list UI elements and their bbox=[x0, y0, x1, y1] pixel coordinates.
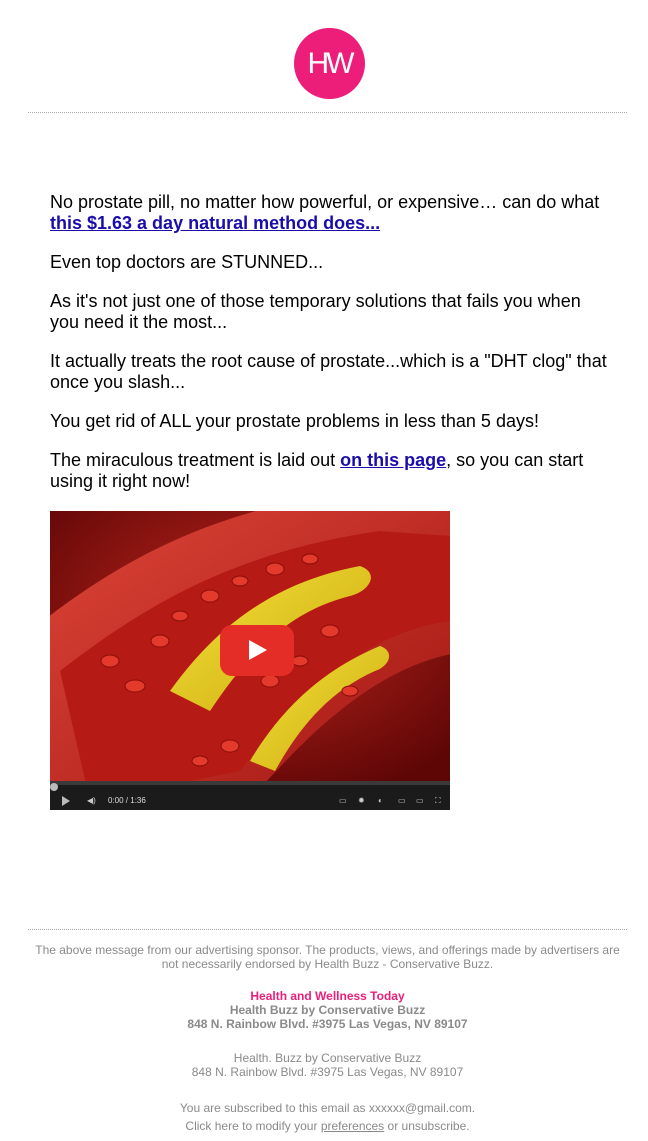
volume-icon[interactable]: ◀) bbox=[87, 796, 96, 805]
fullscreen-icon[interactable]: ⛶ bbox=[435, 796, 441, 805]
hw-logo[interactable] bbox=[294, 28, 365, 99]
modify-prefix: Click here to modify your bbox=[185, 1119, 318, 1133]
on-this-page-link[interactable]: on this page bbox=[340, 450, 447, 470]
paragraph-1 bbox=[50, 192, 610, 234]
theater-icon[interactable]: ▭ bbox=[416, 796, 424, 805]
play-button[interactable] bbox=[220, 625, 294, 676]
paragraph-6 bbox=[50, 450, 610, 492]
footer-sender-block bbox=[28, 989, 627, 1031]
unsubscribe-text[interactable]: or unsubscribe. bbox=[387, 1119, 470, 1133]
paragraph-6-text: The miraculous treatment is laid out bbox=[50, 450, 336, 470]
captions-icon[interactable]: ▭ bbox=[339, 796, 347, 805]
email-body bbox=[50, 192, 610, 510]
miniplayer-icon[interactable]: ▭ bbox=[398, 796, 406, 805]
paragraph-2: Even top doctors are STUNNED... bbox=[50, 252, 324, 272]
video-time: 0:00 / 1:36 bbox=[108, 796, 146, 805]
footer-divider bbox=[28, 929, 627, 930]
company-address: 848 N. Rainbow Blvd. #3975 Las Vegas, NV 89107 bbox=[191, 1065, 464, 1079]
natural-method-link[interactable]: this $1.63 a day natural method does... bbox=[50, 213, 381, 233]
paragraph-4: It actually treats the root cause of prostate...which is a "DHT clog" that once you slash... bbox=[50, 351, 607, 392]
control-play-icon[interactable] bbox=[62, 796, 70, 806]
video-thumbnail[interactable] bbox=[50, 511, 450, 810]
footer-subscription bbox=[28, 1099, 627, 1135]
paragraph-3: As it's not just one of those temporary solutions that fails you when you need it the most... bbox=[50, 291, 581, 332]
subscribed-notice: You are subscribed to this email as xxxxxx@gmail.com. bbox=[179, 1101, 476, 1115]
play-icon bbox=[249, 640, 267, 660]
company-name-bold: Health Buzz by Conservative Buzz bbox=[229, 1003, 426, 1017]
paragraph-1-text: No prostate pill, no matter how powerful, or expensive… can do what bbox=[50, 192, 600, 212]
company-name: Health. Buzz by Conservative Buzz bbox=[233, 1051, 422, 1065]
disclaimer: The above message from our advertising sponsor. The products, views, and offerings made by advertisers are not necessarily endorsed by Health Buzz - Conservative Buzz. bbox=[35, 943, 620, 971]
video-controls bbox=[50, 791, 450, 810]
brand-name: Health and Wellness Today bbox=[250, 989, 405, 1003]
footer-address-block bbox=[28, 1051, 627, 1079]
company-address-bold: 848 N. Rainbow Blvd. #3975 Las Vegas, NV 89107 bbox=[187, 1017, 468, 1031]
modify-line bbox=[28, 1117, 627, 1135]
header-divider bbox=[28, 112, 627, 113]
logo-text: HW bbox=[307, 47, 352, 80]
clock-icon[interactable]: ◐ bbox=[378, 796, 383, 805]
paragraph-5: You get rid of ALL your prostate problems in less than 5 days! bbox=[50, 411, 539, 431]
settings-icon[interactable]: ✹ bbox=[358, 796, 365, 805]
paragraph-6-tail: , so you can start using it right now! bbox=[50, 450, 584, 491]
preferences-link[interactable]: preferences bbox=[320, 1119, 385, 1133]
